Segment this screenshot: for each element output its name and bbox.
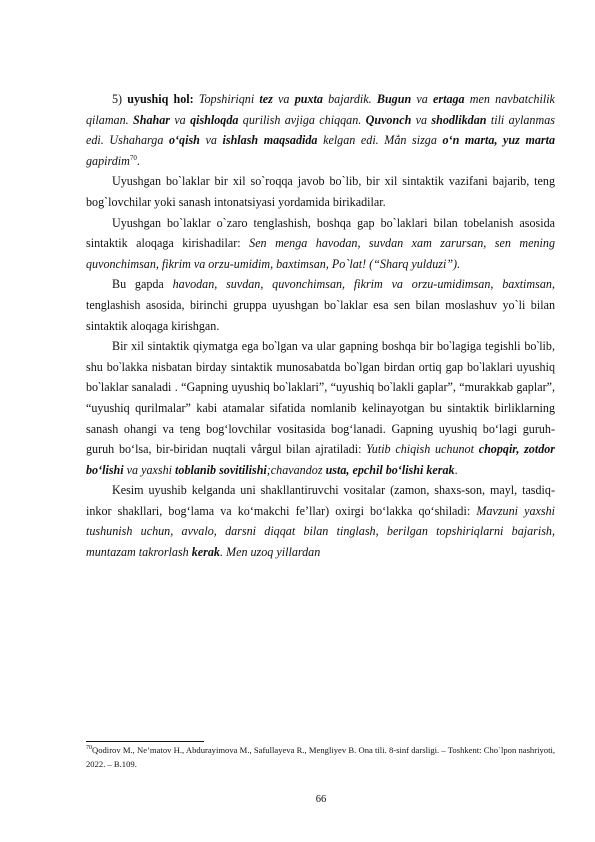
example-text: qurilish avjiga chiqqan. bbox=[242, 112, 362, 127]
paragraph-text: Kesim uyushib kelganda uni shakllantiruvchi vositalar (zamon, shaxs-son, mayl, tasdiq-inkor shakllari, bog‘lama va ko‘makchi fe’llar) oxirgi bo‘lakka qo‘shiladi: bbox=[86, 483, 555, 518]
highlighted-word: kerak bbox=[191, 545, 220, 560]
highlighted-word: toblanib sovitilishi bbox=[175, 462, 267, 477]
body-text bbox=[86, 89, 555, 563]
paragraph-text: Uyushgan bo`laklar o`zaro tenglashish, boshqa gap bo`laklari bilan tobelanish asosida sintaktik aloqaga kirishadilar: bbox=[86, 215, 555, 251]
example-text: bajardik. bbox=[328, 92, 372, 106]
footnote bbox=[86, 744, 555, 771]
highlighted-word: usta, epchil bo‘lishi kerak bbox=[325, 462, 455, 477]
paragraph-definition bbox=[86, 171, 555, 212]
punctuation: . bbox=[136, 153, 140, 168]
highlighted-word: tez bbox=[259, 92, 273, 106]
page-number: 66 bbox=[315, 794, 327, 805]
highlighted-word: Bugun bbox=[376, 92, 412, 106]
paragraph-sintaktik-qiymat bbox=[86, 336, 555, 480]
term-heading: uyushiq hol: bbox=[127, 92, 194, 106]
example-text: Yutib chiqish uchunot bbox=[366, 442, 474, 457]
highlighted-word: chopqir, zotdor bo‘lishi bbox=[86, 442, 556, 477]
highlighted-word: Quvonch bbox=[365, 112, 412, 127]
highlighted-word: ertaga bbox=[433, 92, 465, 106]
example-text: va bbox=[174, 112, 186, 127]
paragraph-uyushiq-hol bbox=[86, 89, 555, 171]
footnote-number: 70 bbox=[86, 745, 92, 752]
paragraph-kesim bbox=[86, 480, 555, 562]
paragraph-text: Bir xil sintaktik qiymatga ega bo‵lgan va ular gapning boshqa bir bo‵lagiga tegishli bo‵lib, shu bo‵lakka nisbatan birday sintaktik munosabatda bo‵lgan birdan ortiq gap bo‵laklari uyushiq bo‵laklar sanaladi . “Gapning uyushiq bo‵laklari”, “uyushiq bo‵lakli gaplar”, “murakkab gaplar”, “uyushiq qurilmalar” kabi atamalar sifatida nomlanib kelinayotgan bu sintaktik birliklarning sanash ohangi va teng bog‘lovchilar vositasida bog‘lanadi. Gapning uyushiq bo‘lagi guruh-guruh bo‘lsa, bir-biridan nuqtali vẳrgul bilan ajratiladi: bbox=[86, 339, 555, 457]
highlighted-word: ishlash maqsadida bbox=[222, 133, 318, 148]
highlighted-word: Shahar bbox=[133, 112, 170, 127]
example-text: va bbox=[416, 92, 428, 106]
punctuation: . bbox=[454, 462, 458, 477]
footnote-text: Qodirov M., Ne’matov H., Abdurayimova M., Safullayeva R., Mengliyev B. Ona tili. 8-sinf darsligi. – Toshkent: Cho`lpon nashriyoti, 2022. – B.109. bbox=[86, 745, 555, 769]
example-text: . Men uzoq yillardan bbox=[219, 545, 321, 560]
footnote-divider bbox=[86, 741, 204, 742]
example-text: va bbox=[415, 112, 428, 127]
paragraph-text: , tenglashish asosida, birinchi gruppa uyushgan bo`laklar esa sen bilan moslashuv yo`li bilan sintaktik aloqaga kirishgan. bbox=[86, 277, 555, 333]
highlighted-word: puxta bbox=[294, 92, 323, 106]
paragraph-text: Bu gapda bbox=[112, 277, 164, 292]
example-text: gapirdim bbox=[86, 153, 130, 168]
highlighted-word: shodlikdan bbox=[431, 112, 487, 127]
highlighted-word: qishloqda bbox=[190, 112, 239, 127]
example-text: va yaxshi bbox=[126, 462, 173, 477]
example-text: Topshiriqni bbox=[198, 92, 255, 106]
example-text: va bbox=[278, 92, 290, 106]
highlighted-word: o‘qish bbox=[168, 133, 200, 148]
example-text: Mavzuni yaxshi tushunish uchun, avvalo, darsni diqqat bilan tinglash, berilgan topshiriqlarni bajarish, muntazam takrorlash bbox=[86, 503, 555, 560]
example-text: Sen menga havodan, suvdan xam zarursan, sen mening quvonchimsan, fikrim va orzu-umidim, baxtimsan, Po`lat! (“Sharq yulduzi”). bbox=[86, 236, 556, 271]
paragraph-analysis bbox=[86, 274, 555, 336]
example-text: ;chavandoz bbox=[266, 462, 323, 477]
example-text: havodan, suvdan, quvonchimsan, fikrim va orzu-umidimsan, baxtimsan bbox=[172, 277, 552, 292]
paragraph-aloqa bbox=[86, 213, 555, 275]
paragraph-text: Uyushgan bo`laklar bir xil so`roqqa javob bo`lib, bir xil sintaktik vazifani bajarib, teng bog`lovchilar yoki sanash intonatsiyasi yordamida birikadilar. bbox=[86, 174, 555, 209]
list-number: 5) bbox=[112, 92, 123, 106]
example-text: kelgan edi. Mẳn sizga bbox=[323, 133, 437, 148]
example-text: tili aylanmas edi. Ushaharga bbox=[86, 112, 555, 148]
example-text: va bbox=[205, 133, 217, 148]
highlighted-word: o‘n marta, yuz marta bbox=[442, 133, 556, 148]
footnote-reference: 70 bbox=[129, 153, 137, 162]
example-text: men navbatchilik qilaman. bbox=[86, 92, 555, 127]
